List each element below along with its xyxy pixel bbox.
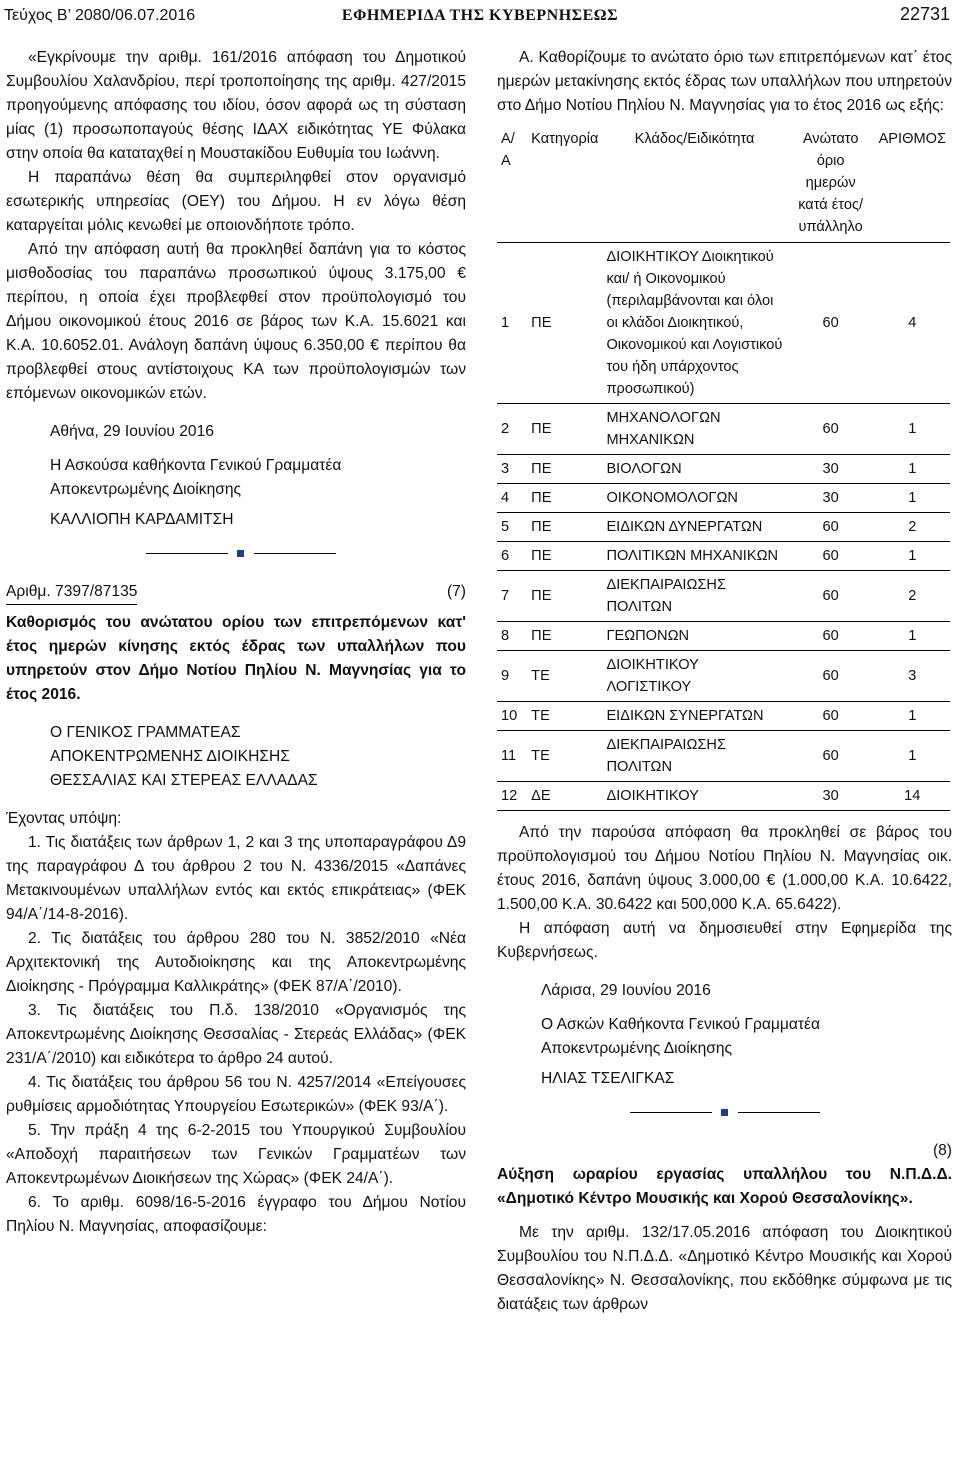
row-category: ΤΕ — [527, 731, 602, 782]
signature-role-line2: Αποκεντρωμένης Διοίκησης — [541, 1040, 733, 1057]
signature-place-date: Αθήνα, 29 Ιουνίου 2016 — [50, 423, 214, 440]
publish-paragraph: Η απόφαση αυτή να δημοσιευθεί στην Εφημερίδα της Κυβερνήσεως. — [497, 920, 952, 961]
row-count: 1 — [875, 542, 950, 571]
row-max-days: 60 — [787, 404, 875, 455]
row-specialty: ΔΙΟΙΚΗΤΙΚΟΥ ΛΟΓΙΣΤΙΚΟΥ — [602, 651, 786, 702]
row-category: ΠΕ — [527, 404, 602, 455]
travel-days-table — [497, 124, 950, 811]
row-specialty: ΔΙΕΚΠΑΙΡΑΙΩΣΗΣ ΠΟΛΙΤΩΝ — [602, 571, 786, 622]
row-count: 1 — [875, 622, 950, 651]
table-row — [497, 484, 950, 513]
decision-number: Αριθμ. 7397/87135 — [6, 580, 137, 605]
table-row — [497, 702, 950, 731]
page-header — [0, 0, 960, 36]
table-row — [497, 731, 950, 782]
table-row — [497, 622, 950, 651]
table-row — [497, 243, 950, 404]
section-divider — [146, 542, 336, 566]
signature-name: ΚΑΛΛΙΟΠΗ ΚΑΡΔΑΜΙΤΣΗ — [50, 511, 234, 528]
row-count: 1 — [875, 702, 950, 731]
row-aa: 1 — [497, 243, 527, 404]
decision-index: (7) — [446, 583, 466, 600]
row-max-days: 30 — [787, 484, 875, 513]
row-category: ΠΕ — [527, 484, 602, 513]
row-max-days: 60 — [787, 622, 875, 651]
row-category: ΠΕ — [527, 513, 602, 542]
row-specialty: ΟΙΚΟΝΟΜΟΛΟΓΩΝ — [602, 484, 786, 513]
row-count: 3 — [875, 651, 950, 702]
decision-intro: Α. Καθορίζουμε το ανώτατο όριο των επιτρεπόμενων κατ΄ έτος ημερών μετακίνησης εκτός έδρας των υπαλλήλων που υπηρετούν στο Δήμο Νοτίου Πηλίου Ν. Μαγνησίας για το έτος 2016 ως εξής: — [497, 49, 952, 114]
col-header-aa: Α/Α — [497, 124, 527, 243]
right-column — [497, 46, 952, 1317]
signature-role-line1: Ο Ασκών Καθήκοντα Γενικού Γραμματέα — [541, 1016, 820, 1033]
cost-paragraph: Από την παρούσα απόφαση θα προκληθεί σε βάρος του προϋπολογισμού του Δήμου Νοτίου Πηλίου Ν. Μαγνησίας οικ. έτους 2016, δαπάνη ύψους 3.000,00 € (1.000,00 Κ.Α. 10.6422, 1.500,00 Κ.Α. 30.6422 και 500,000 Κ.Α. 65.6422). — [497, 824, 952, 913]
row-max-days: 60 — [787, 731, 875, 782]
decision-reference — [6, 580, 466, 605]
row-specialty: ΔΙΟΙΚΗΤΙΚΟΥ — [602, 782, 786, 811]
row-count: 2 — [875, 571, 950, 622]
col-header-specialty: Κλάδος/Ειδικότητα — [602, 124, 786, 243]
row-aa: 11 — [497, 731, 527, 782]
row-aa: 6 — [497, 542, 527, 571]
row-category: ΤΕ — [527, 702, 602, 731]
signature-role-line1: Η Ασκούσα καθήκοντα Γενικού Γραμματέα — [50, 457, 342, 474]
decision-title: Καθορισμός του ανώτατου ορίου των επιτρεπόμενων κατ' έτος ημερών κίνησης εκτός έδρας των υπαλλήλων που υπηρετούν στον Δήμο Νοτίου Πηλίου Ν. Μαγνησίας για το έτος 2016. — [6, 614, 466, 703]
legal-basis-item: 2. Τις διατάξεις του άρθρου 280 του Ν. 3852/2010 «Νέα Αρχιτεκτονική της Αυτοδιοίκησης και της Αποκεντρωμένης Διοίκησης - Πρόγραμμα Καλλικράτης» (ΦΕΚ 87/Α΄/2010). — [6, 930, 466, 995]
row-category: ΤΕ — [527, 651, 602, 702]
approval-paragraph: «Εγκρίνουμε την αριθμ. 161/2016 απόφαση του Δημοτικού Συμβουλίου Χαλανδρίου, περί τροποποίησης της αριθμ. 427/2015 προηγούμενης απόφασης του ιδίου, όσον αφορά ως τη σύσταση μίας (1) προσωποπαγούς θέσης ΙΔΑΧ ειδικότητας ΥΕ Φύλακα στην οποία θα καταταχθεί η Μουστακίδου Ευθυμία του Ιωάννη. — [6, 49, 466, 162]
row-aa: 4 — [497, 484, 527, 513]
having-regard: Έχοντας υπόψη: — [6, 810, 122, 827]
row-specialty: ΕΙΔΙΚΩΝ ΔΥΝΕΡΓΑΤΩΝ — [602, 513, 786, 542]
row-count: 14 — [875, 782, 950, 811]
signature-place-date: Λάρισα, 29 Ιουνίου 2016 — [541, 982, 711, 999]
row-specialty: ΔΙΟΙΚΗΤΙΚΟΥ Διοικητικού και/ ή Οικονομικού (περιλαμβάνονται και όλοι οι κλάδοι Διοικητικού, Οικονομικού και Λογιστικού του ήδη υπάρχοντος προσωπικού) — [602, 243, 786, 404]
row-count: 1 — [875, 731, 950, 782]
row-max-days: 60 — [787, 243, 875, 404]
row-count: 1 — [875, 484, 950, 513]
row-aa: 8 — [497, 622, 527, 651]
table-row — [497, 782, 950, 811]
legal-basis-item: 5. Την πράξη 4 της 6-2-2015 του Υπουργικού Συμβουλίου «Αποδοχή παραιτήσεων των Γενικών Γραμματέων των Αποκεντρωμένων Διοικήσεων της Χώρας» (ΦΕΚ 24/Α΄). — [6, 1122, 466, 1187]
row-aa: 10 — [497, 702, 527, 731]
expense-paragraph: Από την απόφαση αυτή θα προκληθεί δαπάνη για το κόστος μισθοδοσίας του παραπάνω προσωπικού ύψους 3.175,00 € περίπου, η οποία έχει προβλεφθεί στον προϋπολογισμό του Δήμου οικονομικού έτους 2016 σε βάρος των Κ.Α. 15.6021 και Κ.Α. 10.6052.01. Ανάλογη δαπάνη ύψους 6.350,00 € περίπου θα προβλεφθεί στους αντίστοιχους ΚΑ των προϋπολογισμών των επόμενων οικονομικών ετών. — [6, 241, 466, 402]
row-aa: 9 — [497, 651, 527, 702]
row-aa: 5 — [497, 513, 527, 542]
table-row — [497, 571, 950, 622]
authority-line1: Ο ΓΕΝΙΚΟΣ ΓΡΑΜΜΑΤΕΑΣ — [50, 724, 241, 741]
row-category: ΠΕ — [527, 542, 602, 571]
row-category: ΔΕ — [527, 782, 602, 811]
row-specialty: ΒΙΟΛΟΓΩΝ — [602, 455, 786, 484]
legal-basis-item: 4. Τις διατάξεις του άρθρου 56 του Ν. 4257/2014 «Επείγουσες ρυθμίσεις αρμοδιότητας Υπουργείου Εσωτερικών» (ΦΕΚ 93/Α΄). — [6, 1074, 466, 1115]
legal-basis-item: 6. Το αριθμ. 6098/16-5-2016 έγγραφο του Δήμου Νοτίου Πηλίου Ν. Μαγνησίας, αποφασίζουμε: — [6, 1194, 466, 1235]
table-header — [497, 124, 950, 243]
decision-title: Αύξηση ωραρίου εργασίας υπαλλήλου του Ν.Π.Δ.Δ. «Δημοτικό Κέντρο Μουσικής και Χορού Θεσσαλονίκης». — [497, 1166, 952, 1207]
row-aa: 2 — [497, 404, 527, 455]
row-max-days: 60 — [787, 651, 875, 702]
row-aa: 12 — [497, 782, 527, 811]
row-specialty: ΠΟΛΙΤΙΚΩΝ ΜΗΧΑΝΙΚΩΝ — [602, 542, 786, 571]
decision-body: Με την αριθμ. 132/17.05.2016 απόφαση του Διοικητικού Συμβουλίου του Ν.Π.Δ.Δ. «Δημοτικό Κέντρο Μουσικής και Χορού Θεσσαλονίκης» Ν. Θεσσαλονίκης, που εκδόθηκε σύμφωνα με τις διατάξεις των άρθρων — [497, 1224, 952, 1313]
row-max-days: 60 — [787, 513, 875, 542]
row-count: 2 — [875, 513, 950, 542]
gazette-title: ΕΦΗΜΕΡΙΔΑ ΤΗΣ ΚΥΒΕΡΝΗΣΕΩΣ — [341, 7, 619, 24]
table-row — [497, 651, 950, 702]
row-specialty: ΕΙΔΙΚΩΝ ΣΥΝΕΡΓΑΤΩΝ — [602, 702, 786, 731]
legal-basis-item: 3. Τις διατάξεις του Π.δ. 138/2010 «Οργανισμός της Αποκεντρωμένης Διοίκησης Θεσσαλίας - Στερεάς Ελλάδας» (ΦΕΚ 231/Α΄/2010) και ειδικότερα το άρθρο 24 αυτού. — [6, 1002, 466, 1067]
row-max-days: 60 — [787, 571, 875, 622]
col-header-max-days: Ανώτατο όριο ημερών κατά έτος/ υπάλληλο — [787, 124, 875, 243]
table-row — [497, 542, 950, 571]
decision-index: (8) — [932, 1142, 952, 1159]
col-header-count: ΑΡΙΘΜΟΣ — [875, 124, 950, 243]
row-category: ΠΕ — [527, 622, 602, 651]
row-category: ΠΕ — [527, 455, 602, 484]
signature-name: ΗΛΙΑΣ ΤΣΕΛΙΓΚΑΣ — [541, 1070, 675, 1087]
row-specialty: ΜΗΧΑΝΟΛΟΓΩΝ ΜΗΧΑΝΙΚΩΝ — [602, 404, 786, 455]
row-aa: 3 — [497, 455, 527, 484]
row-aa: 7 — [497, 571, 527, 622]
table-row — [497, 404, 950, 455]
table-row — [497, 455, 950, 484]
authority-line3: ΘΕΣΣΑΛΙΑΣ ΚΑΙ ΣΤΕΡΕΑΣ ΕΛΛΑΔΑΣ — [50, 772, 318, 789]
row-max-days: 30 — [787, 782, 875, 811]
row-category: ΠΕ — [527, 571, 602, 622]
row-specialty: ΓΕΩΠΟΝΩΝ — [602, 622, 786, 651]
col-header-category: Κατηγορία — [527, 124, 602, 243]
row-max-days: 30 — [787, 455, 875, 484]
row-count: 4 — [875, 243, 950, 404]
signature-role-line2: Αποκεντρωμένης Διοίκησης — [50, 481, 242, 498]
table-row — [497, 513, 950, 542]
row-count: 1 — [875, 404, 950, 455]
section-divider — [630, 1101, 820, 1125]
legal-basis-item: 1. Τις διατάξεις των άρθρων 1, 2 και 3 της υποπαραγράφου Δ9 της παραγράφου Δ του άρθρου 2 του Ν. 4336/2015 «Δαπάνες Μετακινουμένων υπαλλήλων εντός και εκτός επικράτειας» (ΦΕΚ 94/Α΄/14-8-2016). — [6, 834, 466, 923]
row-count: 1 — [875, 455, 950, 484]
left-column — [6, 46, 466, 1239]
position-paragraph: Η παραπάνω θέση θα συμπεριληφθεί στον οργανισμό εσωτερικής υπηρεσίας (ΟΕΥ) του Δήμου. Η εν λόγω θέση καταργείται μόλις κενωθεί με οποιονδήποτε τρόπο. — [6, 169, 466, 234]
row-max-days: 60 — [787, 702, 875, 731]
authority-line2: ΑΠΟΚΕΝΤΡΩΜΕΝΗΣ ΔΙΟΙΚΗΣΗΣ — [50, 748, 290, 765]
row-specialty: ΔΙΕΚΠΑΙΡΑΙΩΣΗΣ ΠΟΛΙΤΩΝ — [602, 731, 786, 782]
issue-number: Τεύχος Β’ 2080/06.07.2016 — [4, 7, 196, 24]
row-category: ΠΕ — [527, 243, 602, 404]
row-max-days: 60 — [787, 542, 875, 571]
page-number: 22731 — [899, 4, 950, 24]
